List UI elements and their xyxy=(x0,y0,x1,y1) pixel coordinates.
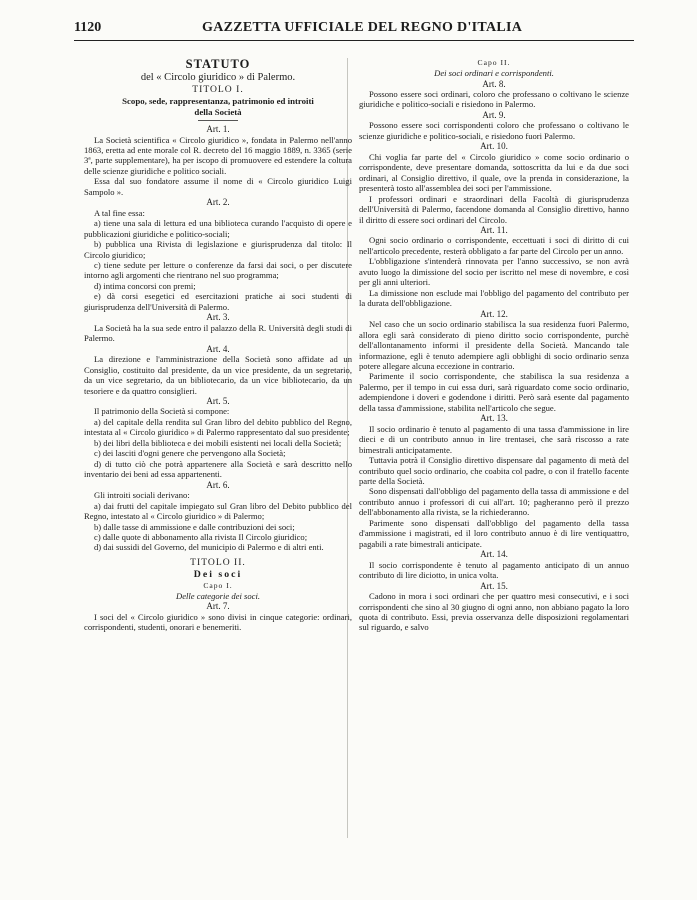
art-14-heading: Art. 14. xyxy=(480,549,508,560)
page-header xyxy=(74,20,634,41)
art-2-item: a) tiene una sala di lettura ed una biblioteca curando l'acquisto di opere e pubblicazioni giuridiche e politico-sociali; xyxy=(84,218,352,239)
art-5-intro: Il patrimonio della Società si compone: xyxy=(94,406,230,417)
titolo-1-subtitle-line1: Scopo, sede, rappresentanza, patrimonio ed introiti xyxy=(122,96,314,106)
titolo-2-subtitle: Dei soci xyxy=(193,568,243,580)
art-4-heading: Art. 4. xyxy=(206,343,230,354)
titolo-2-label: TITOLO II. xyxy=(190,556,246,568)
art-13-paragraph: Parimente sono dispensati dall'obbligo del pagamento della tassa d'ammissione i magistrati, ed il loro contributo annuo è di lire ventiquattro, pagabili a rate bimestrali anticipate. xyxy=(359,517,629,549)
capo-2-subtitle: Dei soci ordinari e corrispondenti. xyxy=(434,68,554,78)
art-6-item: a) dai frutti del capitale impiegato sul Gran libro del Debito pubblico del Regno, intestato al « Circolo giuridico » di Palermo; xyxy=(84,500,352,522)
art-7-heading: Art. 7. xyxy=(206,601,230,612)
art-5-item: a) del capitale della rendita sul Gran libro del debito pubblico del Regno, intestata al « Circolo giuridico » di Palermo rappresentato dal suo presidente; xyxy=(84,416,352,438)
art-6-heading: Art. 6. xyxy=(206,479,230,490)
art-13-paragraph: Il socio ordinario è tenuto al pagamento di una tassa d'ammissione in lire dieci e di un contributo annuo in lire trentasei, che sarà riscosso a rate bimestrali anticipatamente. xyxy=(359,423,629,455)
art-2-heading: Art. 2. xyxy=(206,197,230,208)
art-5-item: d) di tutto ciò che potrà appartenere alla Società e sarà descritto nello inventario dei beni ad essa appartenenti. xyxy=(84,458,352,480)
art-12-paragraph: Parimente il socio corrispondente, che stabilisca la sua residenza a Palermo, per il tempo in cui essa duri, sarà riguardato come socio ordinario, adempiendone i doveri e godendone i diritti. Però sarà esente dal pagamento della tassa d'ammissione, stabilita nell'articolo che segue. xyxy=(359,371,629,413)
art-1-paragraph: La Società scientifica « Circolo giuridico », fondata in Palermo nell'anno 1863, eretta ad ente morale col R. decreto del 16 maggio 1889, n. 3365 (serie 3ª, parte supplementare), ha per iscopo di promuovere ed estendere la coltura delle scienze giuridiche e politico sociali. xyxy=(84,134,352,176)
art-10-heading: Art. 10. xyxy=(480,141,508,152)
art-2-intro: A tal fine essa: xyxy=(94,207,145,218)
art-1-heading: Art. 1. xyxy=(206,124,230,134)
art-9-heading: Art. 9. xyxy=(482,109,506,120)
left-column xyxy=(84,58,352,633)
titolo-1-subtitle-line2: della Società xyxy=(194,107,242,117)
art-13-paragraph: Sono dispensati dall'obbligo del pagamento della tassa di ammissione e del contributo annuo i professori di cui all'art. 10; pagheranno però il prezzo dell'abbonamento alla rivista, se la richiederanno. xyxy=(359,486,629,518)
art-5-item: b) dei libri della biblioteca e dei mobili esistenti nei locali della Società; xyxy=(94,437,342,448)
art-14-paragraph: Il socio corrispondente è tenuto al pagamento anticipato di un annuo contributo di lire diciotto, in unica volta. xyxy=(359,559,629,581)
art-2-item: b) pubblica una Rivista di legislazione e giurisprudenza dal titolo: Il Circolo giuridico; xyxy=(84,239,352,260)
art-12-paragraph: Nel caso che un socio ordinario stabilisca la sua residenza fuori Palermo, allora egli sarà considerato di pieno diritto socio corrispondente, purchè dell'allontanamento informi il presidente della Società. Mancando tale informazione, egli è tenuto adempiere agli obblighi di socio ordinario senza potere allegare alcuna eccezione in contrario. xyxy=(359,319,629,371)
art-15-heading: Art. 15. xyxy=(480,580,508,591)
art-11-heading: Art. 11. xyxy=(480,224,508,235)
page-number: 1120 xyxy=(74,20,102,35)
statuto-subtitle: del « Circolo giuridico » di Palermo. xyxy=(140,72,296,83)
art-11-paragraph: Ogni socio ordinario o corrispondente, eccettuati i soci di diritto di cui nell'articolo precedente, resterà obbligato a far parte del Circolo per un anno. xyxy=(359,235,629,256)
art-8-heading: Art. 8. xyxy=(482,78,506,89)
art-1-paragraph: Essa dal suo fondatore assume il nome di « Circolo giuridico Luigi Sampolo ». xyxy=(84,176,352,197)
art-15-paragraph: Cadono in mora i soci ordinari che per quattro mesi consecutivi, e i soci corrispondenti che sino al 30 giugno di ogni anno, non abbiano pagato la loro quota di contributo. Essi, previa osservanza delle disposizioni regolamentari sul riguardo, e salvo xyxy=(359,591,629,633)
art-11-paragraph: L'obbligazione s'intenderà rinnovata per l'anno successivo, se non avrà avuto luogo la dimissione del socio per iscritto nel mese di novembre, e così per gli anni ulteriori. xyxy=(359,256,629,288)
art-3-paragraph: La Società ha la sua sede entro il palazzo della R. Università degli studi di Palermo. xyxy=(84,322,352,344)
art-13-paragraph: Tuttavia potrà il Consiglio direttivo dispensare dal pagamento di metà del contributo quel socio ordinario, che coabita col padre, o con il fratello facente parte della Società. xyxy=(359,455,629,486)
art-2-item: d) intima concorsi con premi; xyxy=(94,280,196,291)
art-3-heading: Art. 3. xyxy=(206,312,230,323)
section-divider xyxy=(198,120,238,121)
art-7-paragraph: I soci del « Circolo giuridico » sono divisi in cinque categorie: ordinari, corrispondenti, studenti, onorari e benemeriti. xyxy=(84,611,352,633)
art-10-paragraph: Chi voglia far parte del « Circolo giuridico » come socio ordinario o corrispondente, deve presentare domanda, sottoscritta da lui e da due soci ordinari, al Consiglio direttivo, il quale, ove la prenda in considerazione, la presenterà tosto all'assemblea dei soci per l'ammissione. xyxy=(359,151,629,194)
art-13-heading: Art. 13. xyxy=(480,413,508,424)
capo-2-label: Capo II. xyxy=(477,58,511,67)
titolo-1-label: TITOLO I. xyxy=(192,84,244,95)
gazette-title: GAZZETTA UFFICIALE DEL REGNO D'ITALIA xyxy=(202,20,523,35)
capo-1-subtitle: Delle categorie dei soci. xyxy=(176,590,260,601)
statuto-title: STATUTO xyxy=(185,57,251,71)
art-4-paragraph: La direzione e l'amministrazione della Società sono affidate ad un Consiglio, costituito dal presidente, da un vice presidente, da un segretario, da un vice segretario, da un bibliotecario, da un vice bibliotecario, da un tesoriere e da quattro consiglieri. xyxy=(84,354,352,396)
art-2-item: e) dà corsi esegetici ed esercitazioni pratiche ai soci studenti di giurisprudenza dell'Università di Palermo. xyxy=(84,291,352,312)
art-2-item: c) tiene sedute per letture o conferenze da farsi dai soci, o per discutere intorno agli argomenti che rientrano nel suo programma; xyxy=(84,259,352,281)
capo-1-label: Capo I. xyxy=(203,580,233,590)
art-11-paragraph: La dimissione non esclude mai l'obbligo del pagamento del contributo per la durata dell'obbligazione. xyxy=(359,287,629,309)
art-5-heading: Art. 5. xyxy=(206,395,230,406)
art-9-paragraph: Possono essere soci corrispondenti coloro che professano o coltivano le scienze giuridiche e politico-sociali, e risiedono fuori Palermo. xyxy=(359,120,629,141)
right-column xyxy=(359,58,629,633)
art-5-item: c) dei lasciti d'ogni genere che pervengono alla Società; xyxy=(94,448,286,459)
art-6-intro: Gli introiti sociali derivano: xyxy=(94,490,190,501)
art-10-paragraph: I professori ordinari e straordinari della Facoltà di giurisprudenza dell'Università di Palermo, facendone domanda al Consiglio direttivo, hanno il diritto di essere soci ordinari del Circolo. xyxy=(359,193,629,225)
art-8-paragraph: Possono essere soci ordinari, coloro che professano o coltivano le scienze giuridiche e politico-sociali e risiedono in Palermo. xyxy=(359,89,629,110)
art-12-heading: Art. 12. xyxy=(480,308,508,319)
art-6-item: c) dalle quote di abbonamento alla rivista Il Circolo giuridico; xyxy=(94,531,308,542)
art-6-item: d) dai sussidi del Governo, del municipio di Palermo e di altri enti. xyxy=(94,542,324,553)
art-6-item: b) dalle tasse di ammissione e dalle contribuzioni dei soci; xyxy=(94,521,295,532)
